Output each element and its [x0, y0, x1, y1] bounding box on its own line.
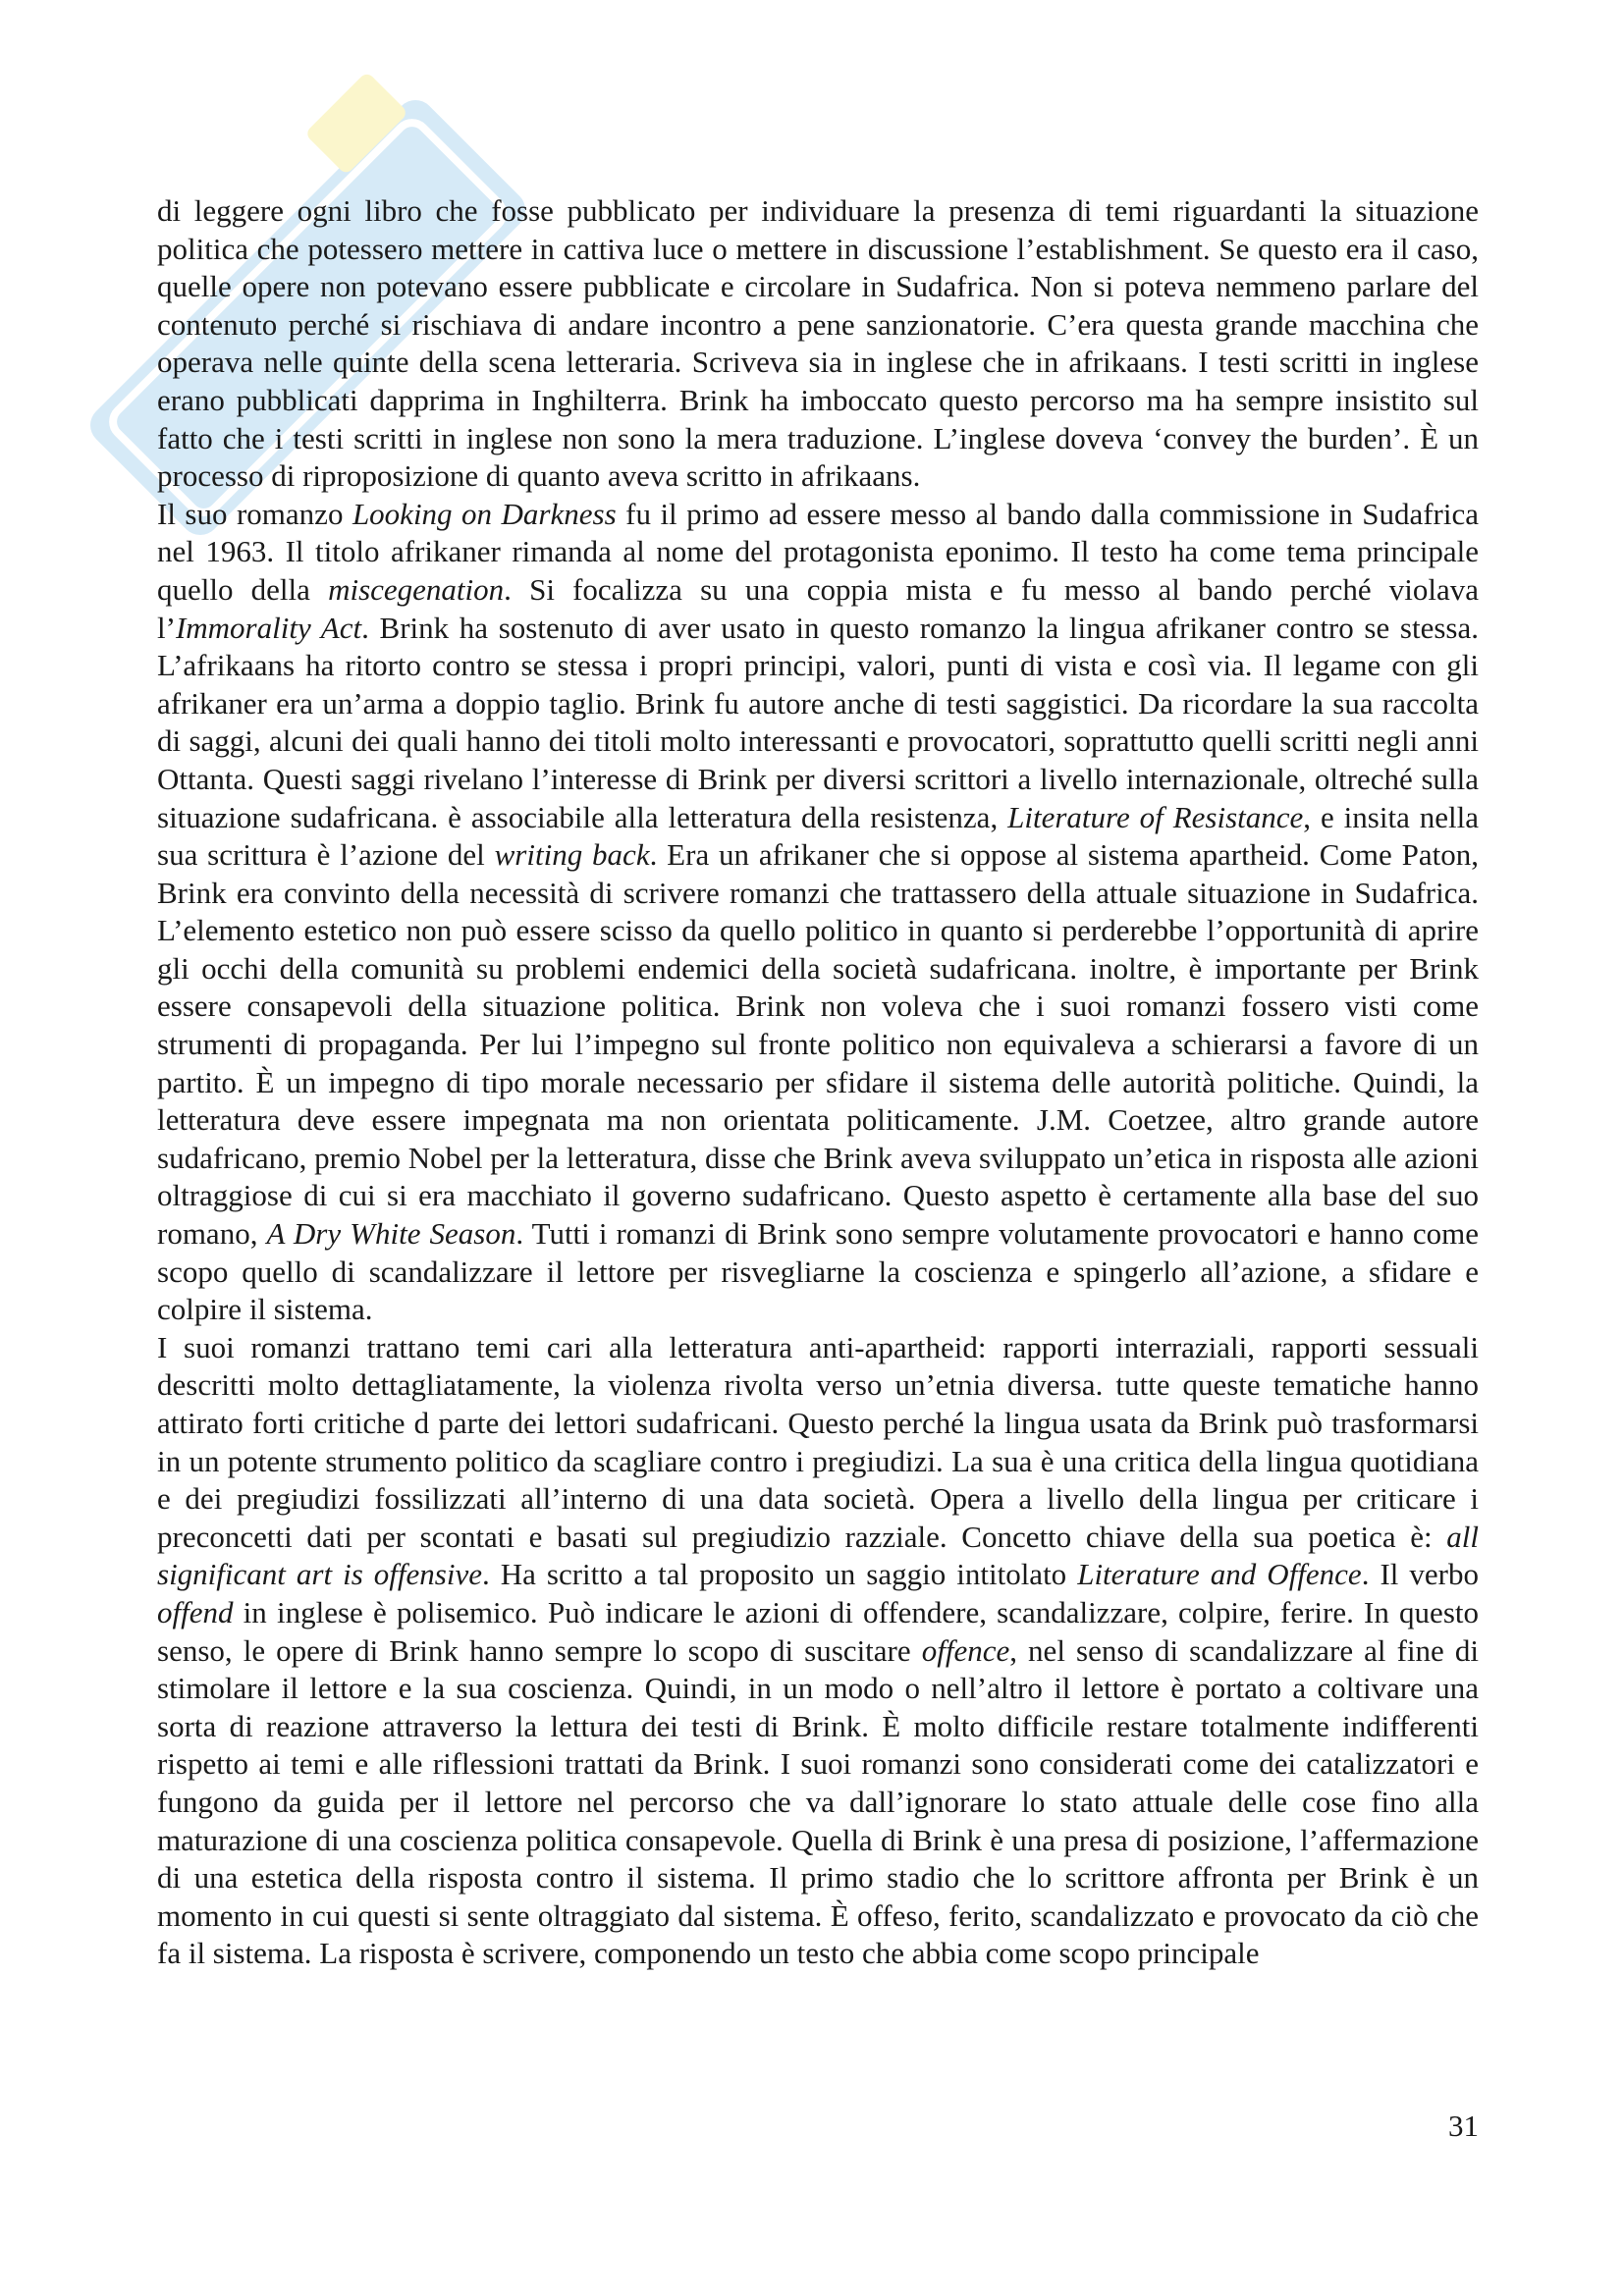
page-number: 31 [1448, 2109, 1479, 2143]
italic-text: Immorality Act [175, 610, 362, 645]
text-run: di leggere ogni libro che fosse pubblicato per individuare la presenza di temi riguardanti la situazione politica che potessero mettere in cattiva luce o mettere in discussione l’establishment. Se questo era il caso, quelle opere non potevano essere pubblicate e circolare in Sudafrica. Non si poteva nemmeno parlare del contenuto perché si rischiava di andare incontro a pene sanzionatorie. C’era questa grande macchina che operava nelle quinte della scena letteraria. Scriveva sia in inglese che in afrikaans. I testi scritti in inglese erano pubblicati dapprima in Inghilterra. Brink ha imboccato questo percorso ma ha sempre insistito sul fatto che i testi scritti in inglese non sono la mera traduzione. L’inglese doveva ‘convey the burden’. È un processo di riproposizione di quanto aveva scritto in afrikaans. [157, 193, 1479, 494]
italic-text: offence [921, 1632, 1010, 1668]
text-run: . Si focalizza su una coppia mista e fu messo al bando perché violava l’ [157, 571, 1480, 645]
text-run: . Era un afrikaner che si oppose al sistema apartheid. Come Paton, Brink era convinto della necessità di scrivere romanzi che trattassero della attuale situazione in Sudafrica. L’elemento estetico non può essere scisso da quello politico in quanto si perderebbe l’opportunità di aprire gli occhi della comunità su problemi endemici della società sudafricana. inoltre, è importante per Brink essere consapevoli della situazione politica. Brink non voleva che i suoi romanzi fossero visti come strumenti di propaganda. Per lui l’impegno sul fronte politico non equivaleva a schierarsi a favore di un partito. È un impegno di tipo morale necessario per sfidare il sistema delle autorità politiche. Quindi, la letteratura deve essere impegnata ma non orientata politicamente. J.M. Coetzee, altro grande autore sudafricano, premio Nobel per la letteratura, disse che Brink aveva sviluppato un’etica in risposta alle azioni oltraggiose di cui si era macchiato il governo sudafricano. Questo aspetto è certamente alla base del suo romano, [157, 837, 1479, 1252]
text-run: I suoi romanzi trattano temi cari alla letteratura anti-apartheid: rapporti interraziali, rapporti sessuali descritti molto dettagliatamente, la violenza rivolta verso un’etnia diversa. tutte queste tematiche hanno attirato forti critiche d parte dei lettori sudafricani. Questo perché la lingua usata da Brink può trasformarsi in un potente strumento politico da scagliare contro i pregiudizi. La sua è una critica della lingua quotidiana e dei pregiudizi fossilizzati all’interno di una data società. Opera a livello della lingua per criticare i preconcetti dati per scontati e basati sul pregiudizio razziale. Concetto chiave della sua poetica è: [157, 1329, 1479, 1554]
text-run: . Ha scritto a tal proposito un saggio intitolato [481, 1557, 1078, 1592]
italic-text: Literature of Resistance [1007, 799, 1304, 834]
italic-text: all significant art is offensive [157, 1519, 1479, 1592]
paragraph [157, 496, 1479, 1329]
paragraph [157, 1329, 1479, 1973]
italic-text: writing back [494, 837, 650, 873]
text-run: in inglese è polisemico. Può indicare le azioni di offendere, scandalizzare, colpire, ferire. In questo senso, le opere di Brink hanno sempre lo scopo di suscitare [157, 1594, 1479, 1668]
text-run: Il suo romanzo [157, 496, 352, 531]
paragraph [157, 192, 1479, 496]
text-run: . Brink ha sostenuto di aver usato in questo romanzo la lingua afrikaner contro se stessa. L’afrikaans ha ritorto contro se stessa i propri principi, valori, punti di vista e così via. Il legame con gli afrikaner era un’arma a doppio taglio. Brink fu autore anche di testi saggistici. Da ricordare la sua raccolta di saggi, alcuni dei quali hanno dei titoli molto interessanti e provocatori, soprattutto quelli scritti negli anni Ottanta. Questi saggi rivelano l’interesse di Brink per diversi scrittori a livello internazionale, oltreché sulla situazione sudafricana. è associabile alla letteratura della resistenza, [157, 610, 1479, 834]
italic-text: offend [157, 1594, 234, 1629]
italic-text: miscegenation [328, 571, 505, 607]
text-run: , nel senso di scandalizzare al fine di stimolare il lettore e la sua coscienza. Quindi, in un modo o nell’altro il lettore è portato a coltivare una sorta di reazione attraverso la lettura dei testi di Brink. È molto difficile restare totalmente indifferenti rispetto ai temi e alle riflessioni trattati da Brink. I suoi romanzi sono considerati come dei catalizzatori e fungono da guida per il lettore nel percorso che va dall’ignorare lo stato attuale delle cose fino alla maturazione di una coscienza politica consapevole. Quella di Brink è una presa di posizione, l’affermazione di una estetica della risposta contro il sistema. Il primo stadio che lo scrittore affronta per Brink è un momento in cui questi si sente oltraggiato dal sistema. È offeso, ferito, scandalizzato e provocato da ciò che fa il sistema. La risposta è scrivere, componendo un testo che abbia come scopo principale [157, 1632, 1480, 1971]
document-body [157, 192, 1479, 1973]
watermark-accent [304, 72, 408, 176]
text-run: . Tutti i romanzi di Brink sono sempre volutamente provocatori e hanno come scopo quello di scandalizzare il lettore per risvegliarne la coscienza e spingerlo all’azione, a sfidare e colpire il sistema. [157, 1216, 1480, 1327]
italic-text: Literature and Offence [1077, 1557, 1362, 1592]
text-run: fu il primo ad essere messo al bando dalla commissione in Sudafrica nel 1963. Il titolo afrikaner rimanda al nome del protagonista eponimo. Il testo ha come tema principale quello della [157, 496, 1479, 607]
text-run: . Il verbo [1361, 1557, 1479, 1592]
text-run: , e insita nella sua scrittura è l’azione del [157, 799, 1480, 873]
italic-text: A Dry White Season [266, 1216, 516, 1252]
italic-text: Looking on Darkness [352, 496, 617, 531]
